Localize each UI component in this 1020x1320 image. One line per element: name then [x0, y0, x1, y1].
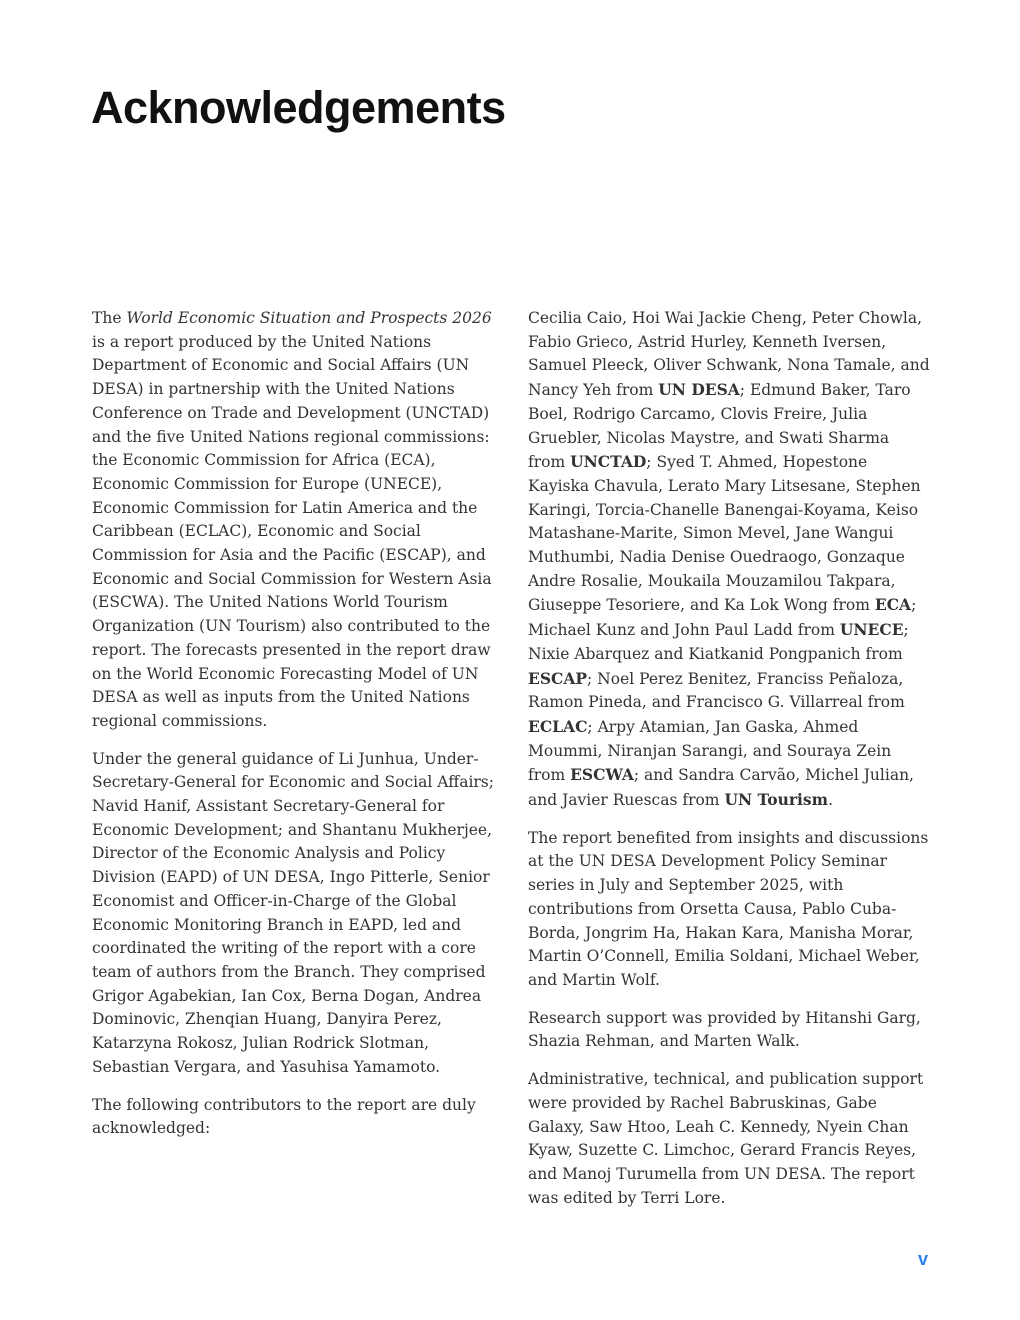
page-number: v — [917, 1249, 928, 1269]
right-paragraph-contributors-list: Cecilia Caio, Hoi Wai Jackie Cheng, Peter Chowla, Fabio Grieco, Astrid Hurley, Kenneth Iversen, Samuel Pleeck, Oliver Schwank, Nona Tamale, and Nancy Yeh from UN DESA; Edmund Baker, Taro Boel, Rodrigo Carcamo, Clovis Freire, Julia Gruebler, Nicolas Maystre, and Swati Sharma from UNCTAD; Syed T. Ahmed, Hopestone Kayiska Chavula, Lerato Mary Litsesane, Stephen Karingi, Torcia-Chanelle Banengai-Koyama, Keiso Matashane-Marite, Simon Mevel, Jane Wangui Muthumbi, Nadia Denise Ouedraogo, Gonzaque Andre Rosalie, Moukaila Mouzamilou Takpara, Giuseppe Tesoriere, and Ka Lok Wong from ECA; Michael Kunz and John Paul Ladd from UNECE; Nixie Abarquez and Kiatkanid Pongpanich from ESCAP; Noel Perez Benitez, Franciss Peñaloza, Ramon Pineda, and Francisco G. Villarreal from ECLAC; Arpy Atamian, Jan Gaska, Ahmed Moummi, Niranjan Sarangi, and Souraya Zein from ESCWA; and Sandra Carvão, Michel Julian, and Javier Ruescas from UN Tourism. — [528, 309, 930, 810]
left-paragraph-contributors-intro: The following contributors to the report are duly acknowledged: — [92, 1095, 476, 1138]
right-paragraph-admin-support: Administrative, technical, and publication support were provided by Rachel Babruskinas, Gabe Galaxy, Saw Htoo, Leah C. Kennedy, Nyein Chan Kyaw, Suzette C. Limchoc, Gerard Francis Reyes, and Manoj Turumella from UN DESA. The report was edited by Terri Lore. — [528, 1070, 924, 1207]
left-column — [92, 307, 495, 1210]
left-paragraph-guidance-authors: Under the general guidance of Li Junhua, Under-Secretary-General for Economic and Social Affairs; Navid Hanif, Assistant Secretary-General for Economic Development; and Shantanu Mukherjee, Director of the Economic Analysis and Policy Division (EAPD) of UN DESA, Ingo Pitterle, Senior Economist and Officer-in-Charge of the Global Economic Monitoring Branch in EAPD, led and coordinated the writing of the report with a core team of authors from the Branch. They comprised Grigor Agabekian, Ian Cox, Berna Dogan, Andrea Dominovic, Zhenqian Huang, Danyira Perez, Katarzyna Rokosz, Julian Rodrick Slotman, Sebastian Vergara, and Yasuhisa Yamamoto. — [92, 749, 494, 1076]
acknowledgements-body — [92, 307, 930, 1210]
right-paragraph-seminar-insights: The report benefited from insights and discussions at the UN DESA Development Policy Seminar series in July and September 2025, with contributions from Orsetta Causa, Pablo Cuba-Borda, Jongrim Ha, Hakan Kara, Manisha Morar, Martin O’Connell, Emilia Soldani, Michael Weber, and Martin Wolf. — [528, 828, 929, 989]
right-paragraph-research-support: Research support was provided by Hitanshi Garg, Shazia Rehman, and Marten Walk. — [528, 1008, 921, 1051]
page-title: Acknowledgements — [91, 82, 506, 133]
left-paragraph-report-description: The World Economic Situation and Prospects 2026 is a report produced by the United Nations Department of Economic and Social Affairs (UN DESA) in partnership with the United Nations Conference on Trade and Development (UNCTAD) and the five United Nations regional commissions: the Economic Commission for Africa (ECA), Economic Commission for Europe (UNECE), Economic Commission for Latin America and the Caribbean (ECLAC), Economic and Social Commission for Asia and the Pacific (ESCAP), and Economic and Social Commission for Western Asia (ESCWA). The United Nations World Tourism Organization (UN Tourism) also contributed to the report. The forecasts presented in the report draw on the World Economic Forecasting Model of UN DESA as well as inputs from the United Nations regional commissions. — [92, 309, 492, 730]
right-column — [528, 307, 931, 1210]
